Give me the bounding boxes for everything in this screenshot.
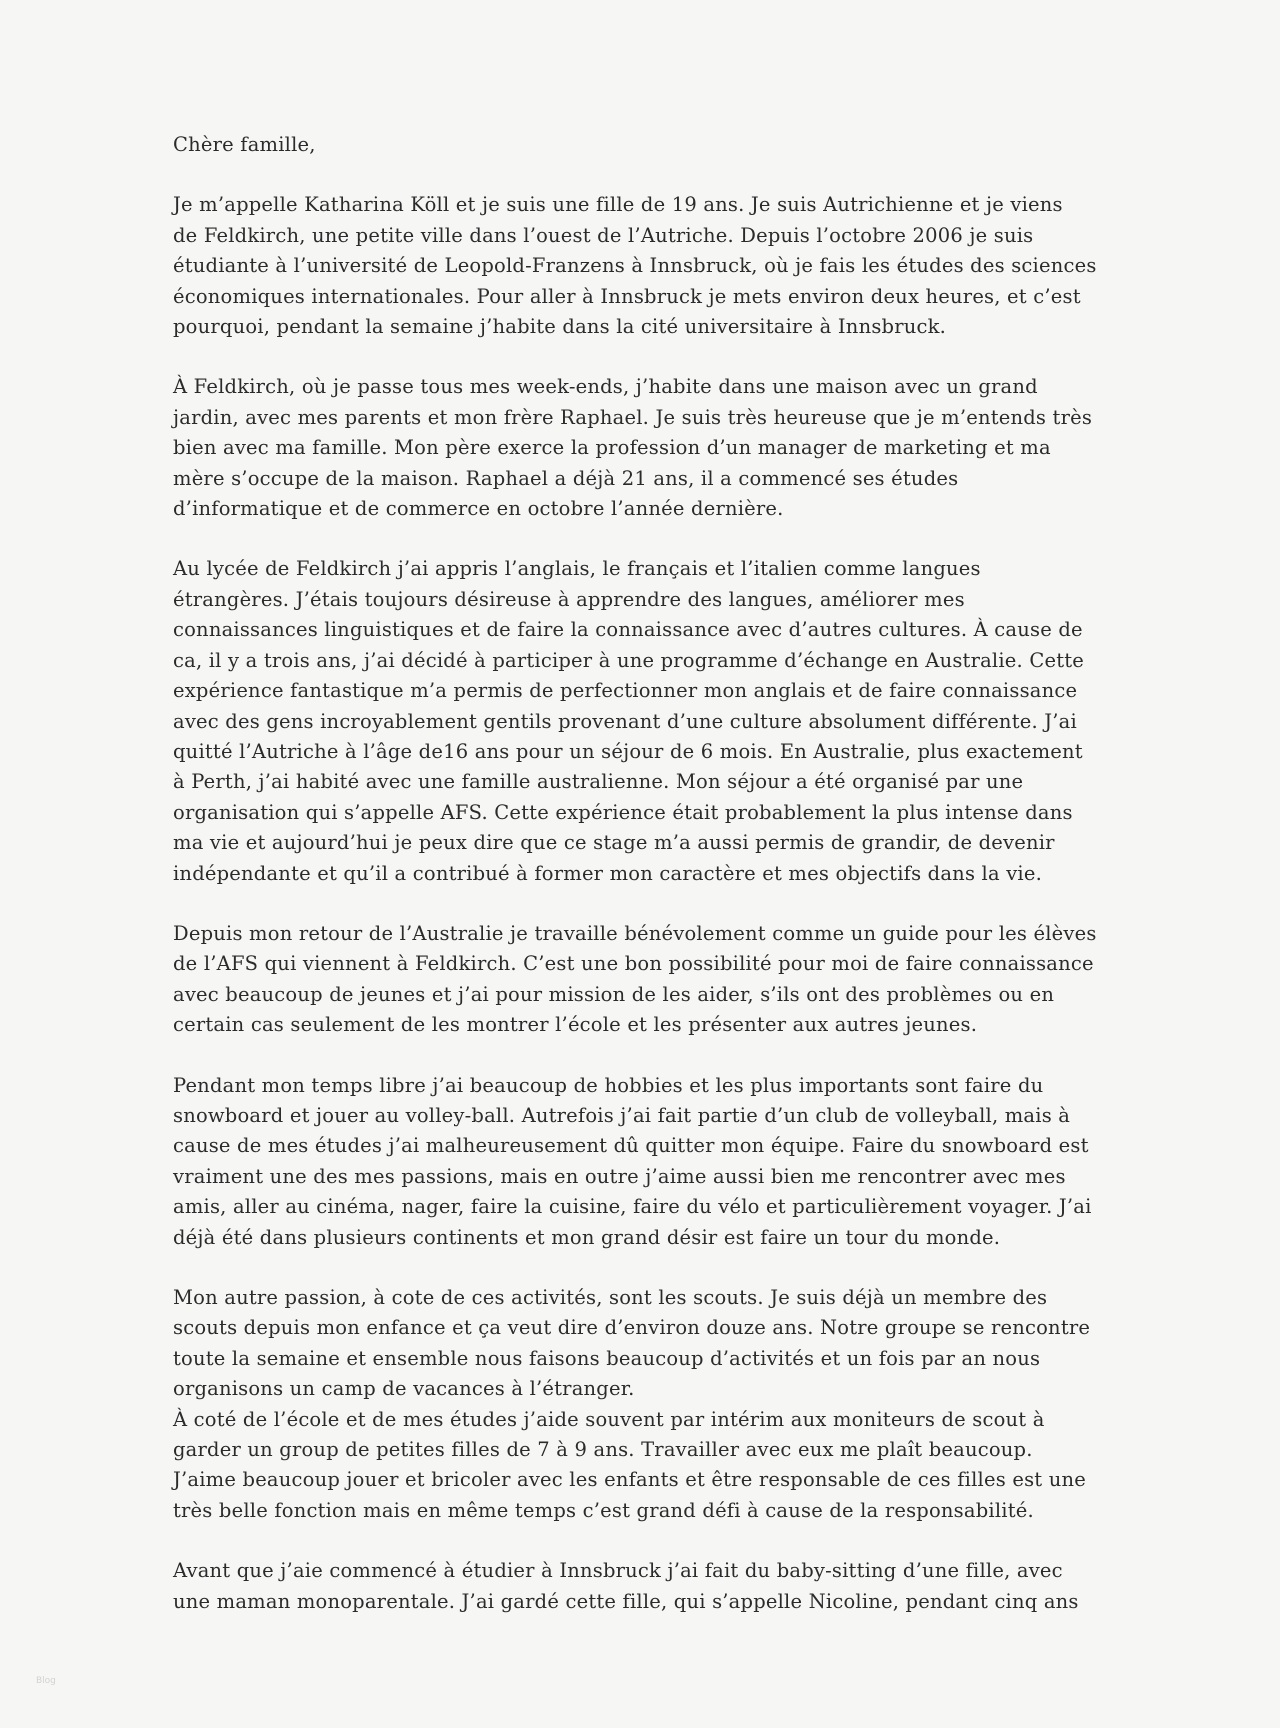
text-line: très belle fonction mais en même temps c’est grand défi à cause de la responsabilité. (173, 1498, 1034, 1522)
text-line: À Feldkirch, où je passe tous mes week-ends, j’habite dans une maison avec un grand (173, 375, 1038, 399)
text-line: de Feldkirch, une petite ville dans l’ouest de l’Autriche. Depuis l’octobre 2006 je suis (173, 223, 1034, 247)
text-line: snowboard et jouer au volley-ball. Autrefois j’ai fait partie d’un club de volleyball, mais à (173, 1103, 1071, 1127)
text-line: étrangères. J’étais toujours désireuse à apprendre des langues, améliorer mes (173, 587, 965, 611)
text-line: amis, aller au cinéma, nager, faire la cuisine, faire du vélo et particulièrement voyager. J’ai (173, 1195, 1092, 1219)
text-line: déjà été dans plusieurs continents et mon grand désir est faire un tour du monde. (173, 1225, 1001, 1249)
text-line: J’aime beaucoup jouer et bricoler avec les enfants et être responsable de ces filles est une (173, 1468, 1086, 1492)
text-line: étudiante à l’université de Leopold-Franzens à Innsbruck, où je fais les études des sciences (173, 254, 1097, 278)
text-line: organisons un camp de vacances à l’étranger. (173, 1377, 635, 1401)
text-line: scouts depuis mon enfance et ça veut dire d’environ douze ans. Notre groupe se rencontre (173, 1316, 1091, 1340)
text-line: bien avec ma famille. Mon père exerce la profession d’un manager de marketing et ma (173, 436, 1051, 460)
salutation: Chère famille, (173, 133, 316, 156)
text-line: Je m’appelle Katharina Köll et je suis une fille de 19 ans. Je suis Autrichienne et je viens (173, 193, 1063, 217)
text-line: avec beaucoup de jeunes et j’ai pour mission de les aider, s’ils ont des problèmes ou en (173, 982, 1055, 1006)
text-line: une maman monoparentale. J’ai gardé cette fille, qui s’appelle Nicoline, pendant cinq ans (173, 1589, 1079, 1613)
text-line: vraiment une des mes passions, mais en outre j’aime aussi bien me rencontrer avec mes (173, 1164, 1066, 1188)
watermark-text: Blog (36, 1676, 56, 1686)
paragraph (173, 554, 1113, 888)
text-line: expérience fantastique m’a permis de perfectionner mon anglais et de faire connaissance (173, 679, 1078, 703)
text-line: indépendante et qu’il a contribué à former mon caractère et mes objectifs dans la vie. (173, 861, 1043, 885)
text-line: avec des gens incroyablement gentils provenant d’une culture absolument différente. J’ai (173, 709, 1077, 733)
text-line: de l’AFS qui viennent à Feldkirch. C’est une bon possibilité pour moi de faire connaissance (173, 952, 1094, 976)
text-line: mère s’occupe de la maison. Raphael a déjà 21 ans, il a commencé ses études (173, 466, 959, 490)
text-line: Mon autre passion, à cote de ces activités, sont les scouts. Je suis déjà un membre des (173, 1286, 1048, 1309)
text-line: jardin, avec mes parents et mon frère Raphael. Je suis très heureuse que je m’entends très (173, 405, 1093, 429)
paragraph (173, 190, 1113, 342)
text-line: économiques internationales. Pour aller à Innsbruck je mets environ deux heures, et c’est (173, 284, 1081, 308)
paragraph (173, 1071, 1113, 1253)
text-line: ma vie et aujourd’hui je peux dire que ce stage m’a aussi permis de grandir, de devenir (173, 831, 1055, 855)
text-line: cause de mes études j’ai malheureusement dû quitter mon équipe. Faire du snowboard est (173, 1134, 1089, 1158)
text-line: d’informatique et de commerce en octobre l’année dernière. (173, 497, 784, 521)
text-line: garder un group de petites filles de 7 à 9 ans. Travailler avec eux me plaît beaucoup. (173, 1438, 1033, 1462)
letter-body (173, 130, 1113, 1647)
text-line: À coté de l’école et de mes études j’aide souvent par intérim aux moniteurs de scout à (173, 1407, 1045, 1431)
text-line: Au lycée de Feldkirch j’ai appris l’anglais, le français et l’italien comme langues (173, 557, 981, 581)
paragraph (173, 1283, 1113, 1405)
paragraph-list (173, 190, 1113, 1617)
text-line: pourquoi, pendant la semaine j’habite dans la cité universitaire à Innsbruck. (173, 315, 947, 339)
paragraph (173, 1405, 1113, 1527)
text-line: Pendant mon temps libre j’ai beaucoup de hobbies et les plus importants sont faire du (173, 1073, 1044, 1097)
text-line: toute la semaine et ensemble nous faisons beaucoup d’activités et un fois par an nous (173, 1346, 1041, 1370)
paragraph (173, 372, 1113, 524)
paragraph (173, 919, 1113, 1041)
text-line: Avant que j’aie commencé à étudier à Innsbruck j’ai fait du baby-sitting d’une fille, avec (173, 1559, 1063, 1583)
paragraph (173, 1556, 1113, 1617)
text-line: ca, il y a trois ans, j’ai décidé à participer à une programme d’échange en Australie. Cette (173, 648, 1085, 672)
text-line: Depuis mon retour de l’Australie je travaille bénévolement comme un guide pour les élèves (173, 921, 1097, 945)
text-line: certain cas seulement de les montrer l’école et les présenter aux autres jeunes. (173, 1013, 978, 1037)
text-line: à Perth, j’ai habité avec une famille australienne. Mon séjour a été organisé par une (173, 770, 1024, 794)
text-line: connaissances linguistiques et de faire la connaissance avec d’autres cultures. À cause de (173, 618, 1083, 642)
text-line: organisation qui s’appelle AFS. Cette expérience était probablement la plus intense dans (173, 800, 1073, 824)
text-line: quitté l’Autriche à l’âge de16 ans pour un séjour de 6 mois. En Australie, plus exactement (173, 739, 1083, 763)
